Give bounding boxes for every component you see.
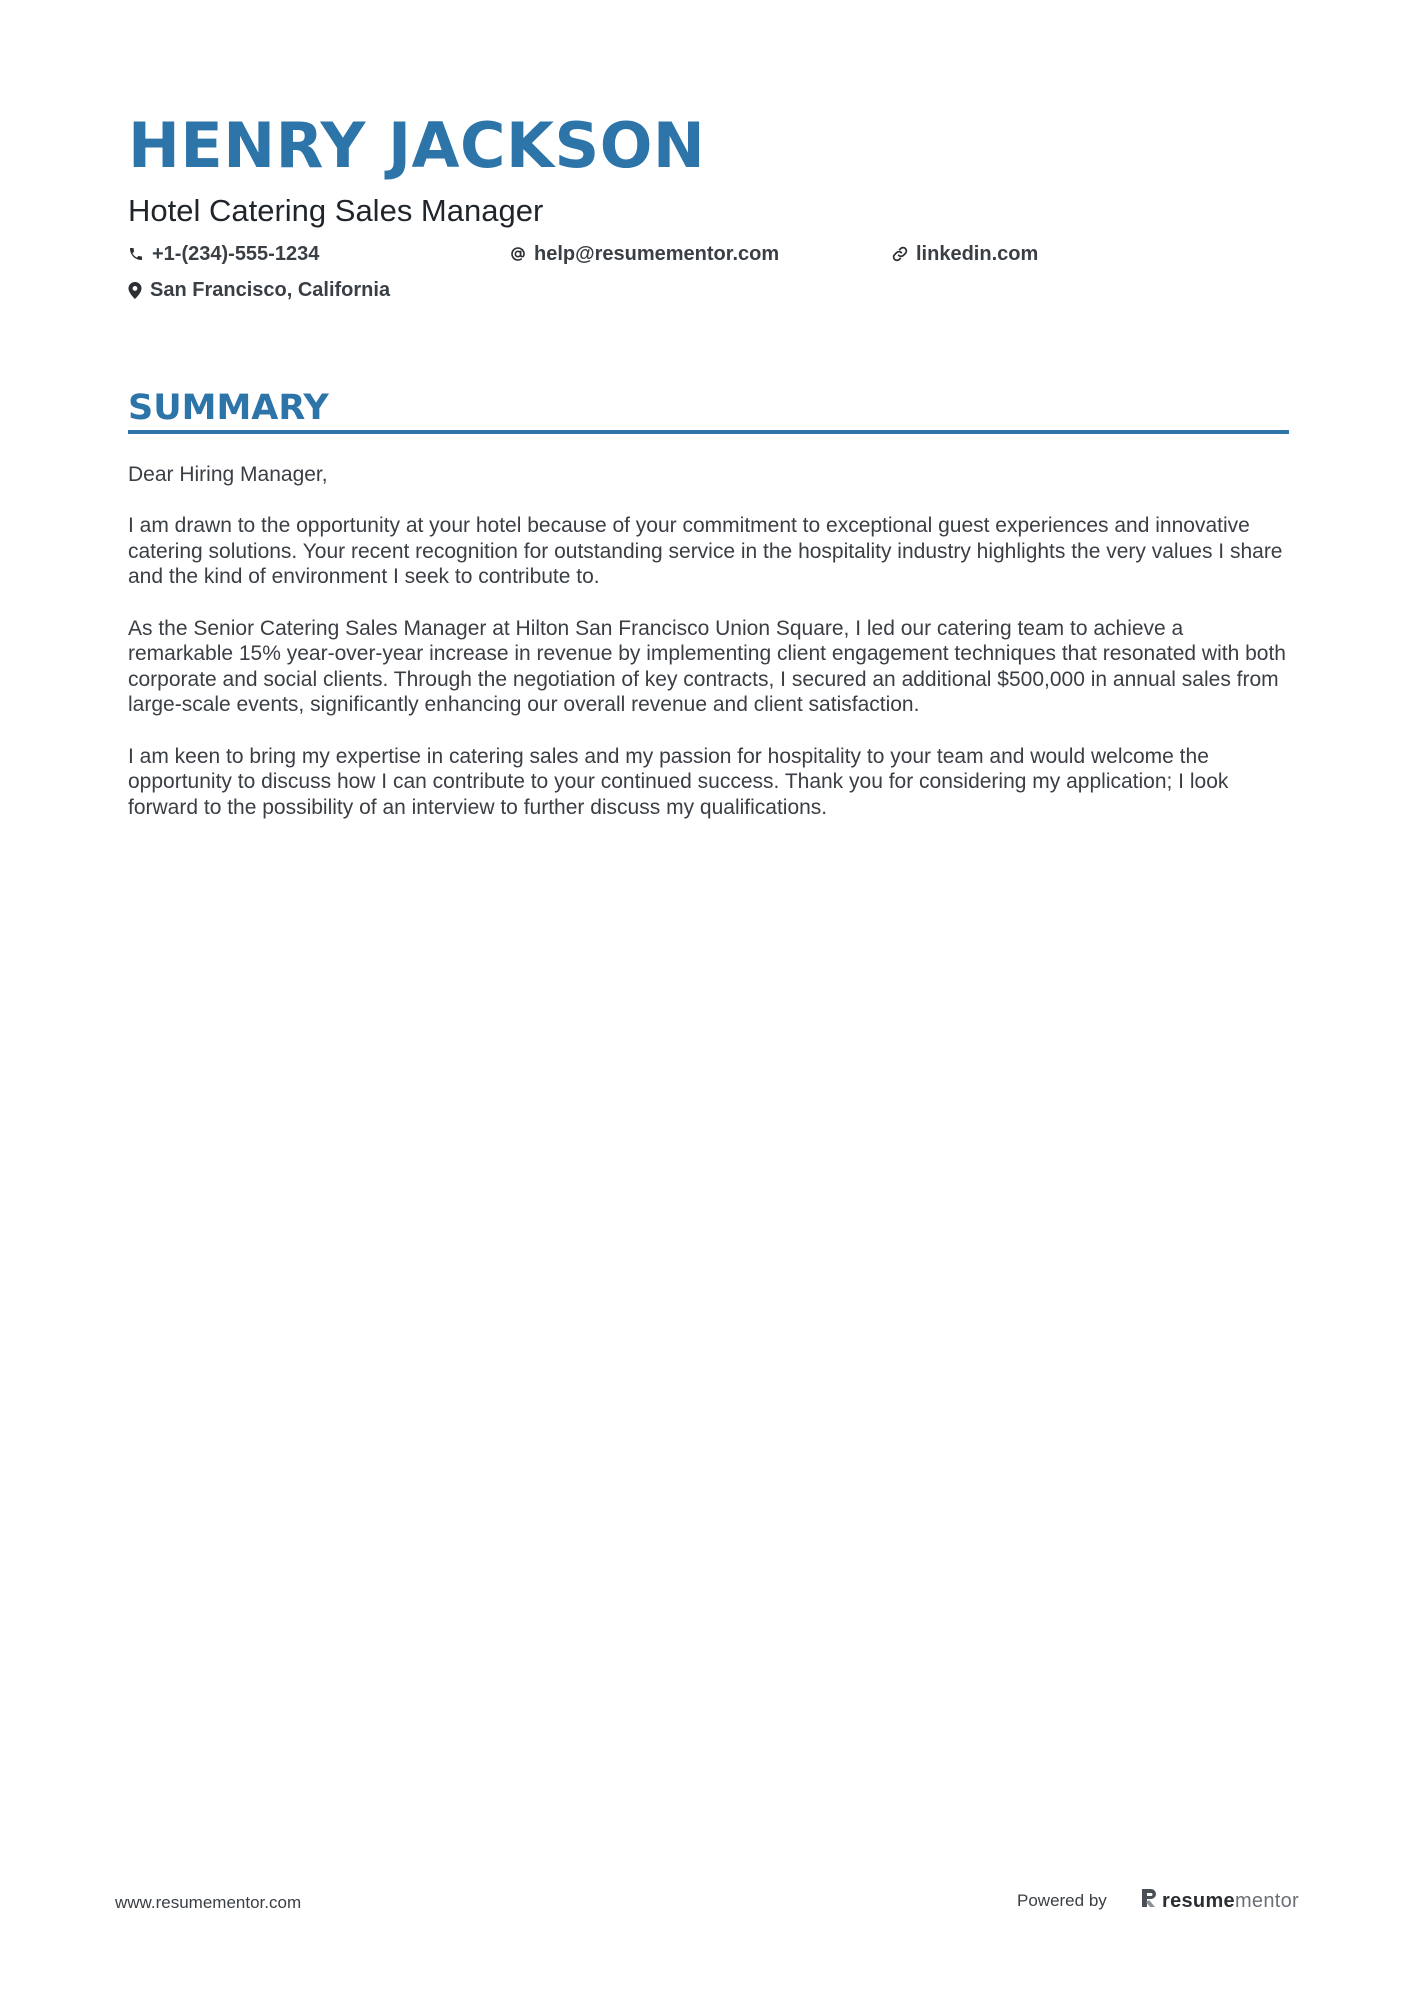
job-title: Hotel Catering Sales Manager bbox=[128, 193, 544, 228]
link-text: linkedin.com bbox=[916, 243, 1039, 265]
contact-phone bbox=[128, 241, 319, 267]
brand-wordmark-part1: resume bbox=[1162, 1889, 1235, 1912]
footer-website-url: www.resumementor.com bbox=[115, 1893, 302, 1912]
at-icon bbox=[510, 246, 526, 262]
resumementor-logo bbox=[1140, 1887, 1299, 1914]
resumementor-logo-icon bbox=[1140, 1887, 1158, 1914]
location-pin-icon bbox=[128, 282, 142, 299]
contact-link bbox=[892, 241, 1038, 267]
summary-paragraph: I am keen to bring my expertise in catering sales and my passion for hospitality to your team and would welcome the opportunity to discuss how I can contribute to your continued success. Thank you for considering my application; I look forward to the possibility of an interview to further discuss my qualifications. bbox=[128, 744, 1229, 819]
phone-text: +1-(234)-555-1234 bbox=[152, 243, 320, 265]
phone-icon bbox=[128, 246, 144, 262]
summary-paragraph: As the Senior Catering Sales Manager at Hilton San Francisco Union Square, I led our catering team to achieve a remarkable 15% year-over-year increase in revenue by implementing client engagement techniques that resonated with both corporate and social clients. Through the negotiation of key contracts, I secured an additional $500,000 in annual sales from large-scale events, significantly enhancing our overall revenue and client satisfaction. bbox=[128, 616, 1286, 717]
brand-wordmark-part2: mentor bbox=[1234, 1889, 1299, 1912]
link-icon bbox=[892, 246, 908, 262]
candidate-name: HENRY JACKSON bbox=[128, 109, 706, 182]
powered-by-label: Powered by bbox=[1017, 1891, 1107, 1910]
section-title-summary: SUMMARY bbox=[128, 388, 329, 428]
summary-body bbox=[128, 462, 1294, 846]
brand-wordmark bbox=[1162, 1888, 1299, 1914]
summary-paragraph: I am drawn to the opportunity at your hotel because of your commitment to exceptional guest experiences and innovative catering solutions. Your recent recognition for outstanding service in the hospitality industry highlights the very values I share and the kind of environment I seek to contribute to. bbox=[128, 514, 1283, 589]
summary-paragraph: Dear Hiring Manager, bbox=[128, 463, 328, 486]
contact-location bbox=[128, 277, 390, 303]
contact-email bbox=[510, 241, 779, 267]
location-text: San Francisco, California bbox=[150, 279, 391, 301]
section-divider bbox=[128, 430, 1289, 434]
email-text: help@resumementor.com bbox=[534, 243, 780, 265]
